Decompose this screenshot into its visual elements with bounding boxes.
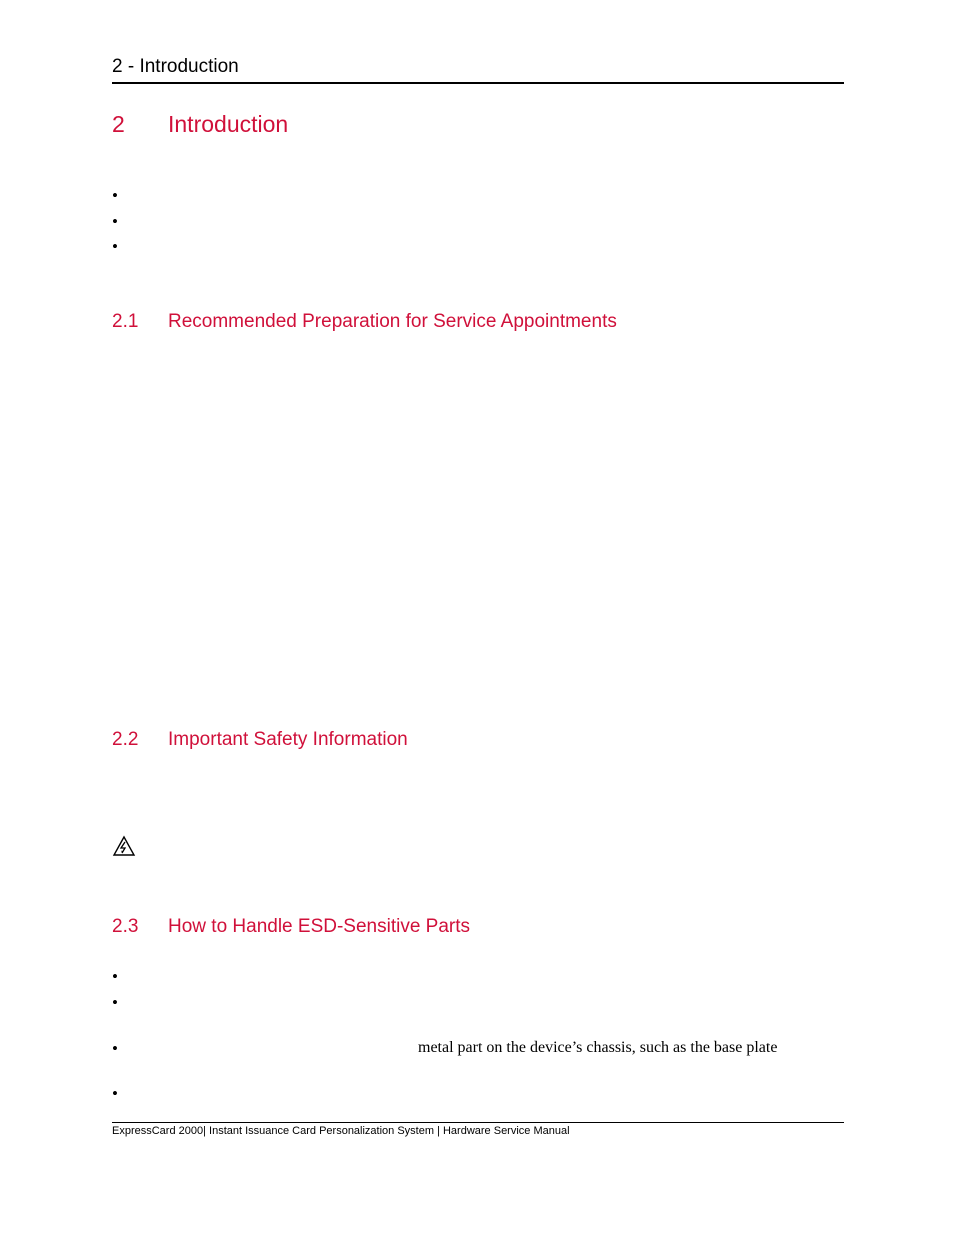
chapter-bullet-2: • — [112, 212, 118, 231]
page-footer: ExpressCard 2000| Instant Issuance Card Personalization System | Hardware Service Manual — [112, 1125, 570, 1137]
section-2-2-title: Important Safety Information — [168, 729, 408, 750]
chapter-bullet-3: • — [112, 237, 118, 256]
chapter-title: Introduction — [168, 111, 289, 137]
chapter-number: 2 — [112, 111, 125, 137]
esd-bullet-4: • — [112, 1084, 118, 1103]
esd-bullet-3: • — [112, 1039, 118, 1058]
section-2-3-number: 2.3 — [112, 916, 139, 937]
esd-bullet-2: • — [112, 993, 118, 1012]
chapter-bullet-1: • — [112, 186, 118, 205]
electrical-hazard-icon — [112, 835, 136, 857]
esd-bullet-3-text: metal part on the device’s chassis, such as the base plate — [418, 1039, 778, 1056]
header-rule — [112, 82, 844, 84]
section-2-1-title: Recommended Preparation for Service Appointments — [168, 311, 617, 332]
footer-rule — [112, 1122, 844, 1123]
section-2-2-number: 2.2 — [112, 729, 139, 750]
running-header: 2 - Introduction — [112, 56, 239, 77]
esd-bullet-1: • — [112, 967, 118, 986]
section-2-1-number: 2.1 — [112, 311, 139, 332]
section-2-3-title: How to Handle ESD-Sensitive Parts — [168, 916, 471, 937]
